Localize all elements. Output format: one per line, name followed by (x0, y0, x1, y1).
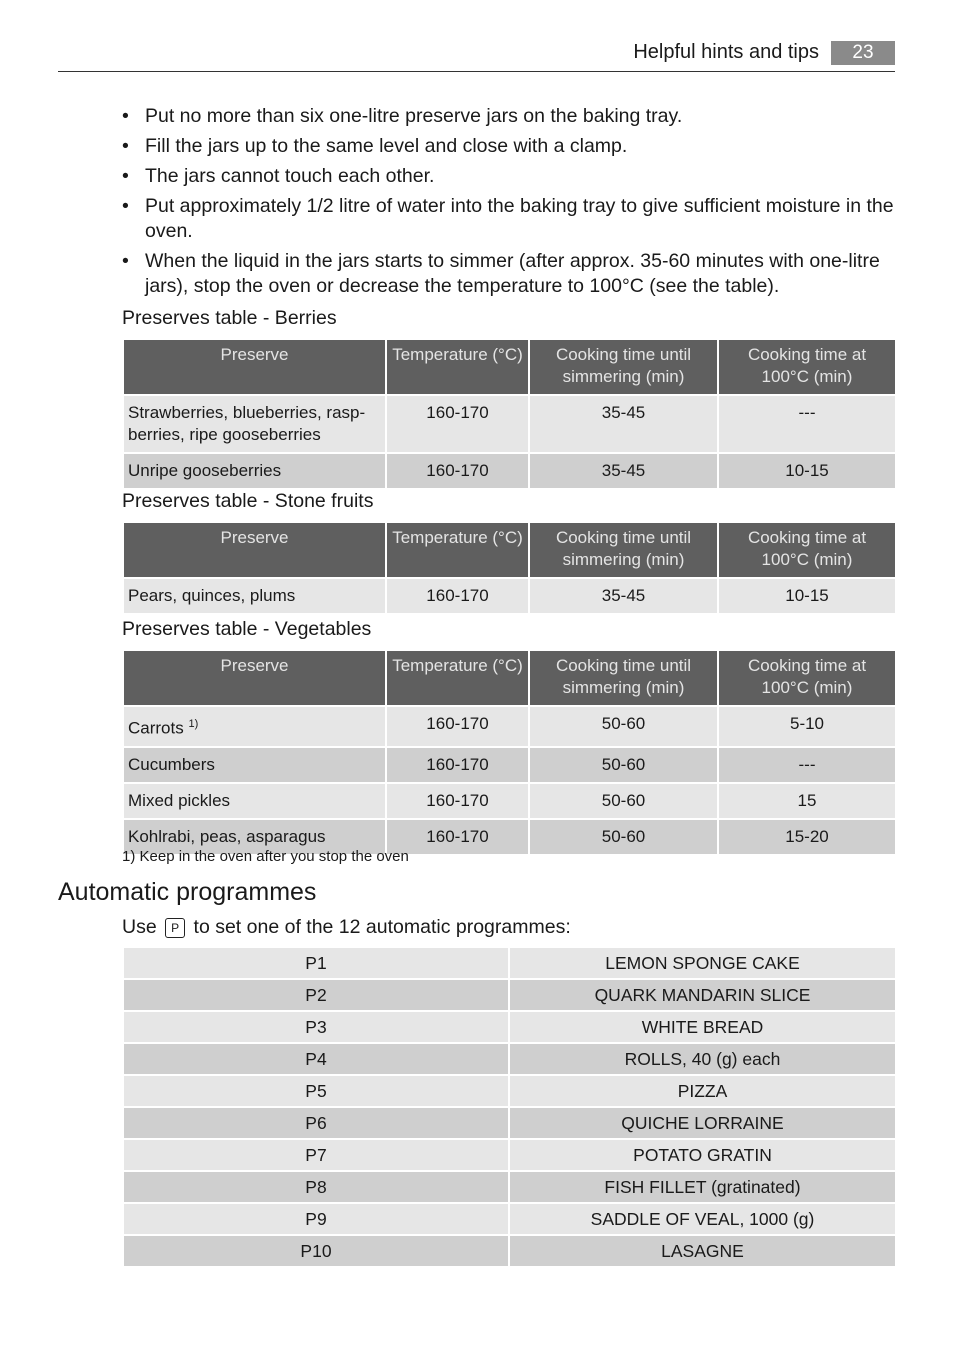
column-header: Preserve (123, 650, 386, 706)
table-row (123, 1235, 896, 1267)
programme-name: QUARK MANDARIN SLICE (509, 979, 896, 1011)
berries-table-title: Preserves table - Berries (122, 307, 337, 329)
programme-code: P1 (123, 947, 509, 979)
table-cell (123, 706, 386, 747)
column-header: Temperature (°C) (386, 339, 529, 395)
programme-name: LASAGNE (509, 1235, 896, 1267)
page-number: 23 (831, 41, 895, 65)
table-cell: 160-170 (386, 578, 529, 614)
programme-name: ROLLS, 40 (g) each (509, 1043, 896, 1075)
table-cell: 160-170 (386, 395, 529, 453)
column-header: Temperature (°C) (386, 522, 529, 578)
table-row (123, 1171, 896, 1203)
table-cell: 160-170 (386, 819, 529, 855)
table-header-row (123, 650, 896, 706)
berries-table (122, 338, 897, 490)
table-cell: --- (718, 747, 896, 783)
table-cell: 160-170 (386, 453, 529, 489)
programme-code: P6 (123, 1107, 509, 1139)
table-cell: 15 (718, 783, 896, 819)
table-row (123, 1203, 896, 1235)
table-row (123, 1107, 896, 1139)
column-header: Cooking time until simmering (min) (529, 650, 718, 706)
programme-name: POTATO GRATIN (509, 1139, 896, 1171)
table-row (123, 1139, 896, 1171)
table-cell: --- (718, 395, 896, 453)
programme-key-icon: P (165, 918, 185, 938)
table-cell: 35-45 (529, 578, 718, 614)
table-header-row (123, 522, 896, 578)
programme-name: FISH FILLET (gratinated) (509, 1171, 896, 1203)
table-cell: 50-60 (529, 819, 718, 855)
table-row (123, 578, 896, 614)
preserve-name: Carrots (128, 718, 184, 738)
instructions-list (122, 104, 894, 304)
table-header-row (123, 339, 896, 395)
table-cell: 35-45 (529, 395, 718, 453)
programme-name: PIZZA (509, 1075, 896, 1107)
programme-code: P8 (123, 1171, 509, 1203)
table-row (123, 979, 896, 1011)
section-heading: Automatic programmes (58, 878, 317, 906)
stone-fruits-table-title: Preserves table - Stone fruits (122, 490, 374, 512)
column-header: Cooking time until simmering (min) (529, 339, 718, 395)
table-cell: Cucumbers (123, 747, 386, 783)
table-cell: 10-15 (718, 578, 896, 614)
programme-name: QUICHE LORRAINE (509, 1107, 896, 1139)
table-cell: 35-45 (529, 453, 718, 489)
table-cell: Kohlrabi, peas, asparagus (123, 819, 386, 855)
table-cell: 160-170 (386, 747, 529, 783)
column-header: Preserve (123, 522, 386, 578)
programme-code: P5 (123, 1075, 509, 1107)
column-header: Cooking time until simmering (min) (529, 522, 718, 578)
page-header (58, 38, 895, 72)
column-header: Cooking time at 100°C (min) (718, 522, 896, 578)
programmes-intro (122, 916, 571, 939)
programme-code: P2 (123, 979, 509, 1011)
table-row (123, 783, 896, 819)
column-header: Cooking time at 100°C (min) (718, 650, 896, 706)
table-cell: Unripe gooseberries (123, 453, 386, 489)
list-item: • When the liquid in the jars starts to simmer (after approx. 35-60 minutes with one-litre jars), stop the oven or decrease the temperature to 100°C (see the table). (122, 249, 894, 299)
list-item: • Put no more than six one-litre preserve jars on the baking tray. (122, 104, 894, 129)
intro-text: Use (122, 916, 157, 938)
list-item: • Fill the jars up to the same level and close with a clamp. (122, 134, 894, 159)
table-cell: 160-170 (386, 706, 529, 747)
table-cell: 50-60 (529, 783, 718, 819)
programme-code: P4 (123, 1043, 509, 1075)
list-item: • The jars cannot touch each other. (122, 164, 894, 189)
list-item: • Put approximately 1/2 litre of water into the baking tray to give sufficient moisture in the oven. (122, 194, 894, 244)
column-header: Temperature (°C) (386, 650, 529, 706)
table-row (123, 395, 896, 453)
table-row (123, 1011, 896, 1043)
table-cell: 10-15 (718, 453, 896, 489)
table-cell: 50-60 (529, 706, 718, 747)
table-cell: Pears, quinces, plums (123, 578, 386, 614)
stone-fruits-table (122, 521, 897, 615)
column-header: Cooking time at 100°C (min) (718, 339, 896, 395)
programme-code: P3 (123, 1011, 509, 1043)
programme-code: P9 (123, 1203, 509, 1235)
table-row (123, 453, 896, 489)
table-cell: 15-20 (718, 819, 896, 855)
table-row (123, 706, 896, 747)
vegetables-table-title: Preserves table - Vegetables (122, 618, 372, 640)
table-row (123, 947, 896, 979)
footnote-marker: 1) (188, 718, 199, 730)
programme-name: SADDLE OF VEAL, 1000 (g) (509, 1203, 896, 1235)
header-title: Helpful hints and tips (633, 41, 819, 63)
programme-name: WHITE BREAD (509, 1011, 896, 1043)
table-cell: Mixed pickles (123, 783, 386, 819)
column-header: Preserve (123, 339, 386, 395)
intro-text: to set one of the 12 automatic programmes: (193, 916, 571, 938)
table-cell: Strawberries, blueberries, rasp-berries, ripe gooseberries (123, 395, 386, 453)
programme-name: LEMON SPONGE CAKE (509, 947, 896, 979)
programme-code: P10 (123, 1235, 509, 1267)
table-row (123, 1043, 896, 1075)
programme-code: P7 (123, 1139, 509, 1171)
table-cell: 50-60 (529, 747, 718, 783)
programmes-table (122, 946, 897, 1268)
table-row (123, 1075, 896, 1107)
table-cell: 5-10 (718, 706, 896, 747)
vegetables-table (122, 649, 897, 856)
footnote: 1) Keep in the oven after you stop the oven (122, 848, 409, 865)
table-cell: 160-170 (386, 783, 529, 819)
table-row (123, 747, 896, 783)
